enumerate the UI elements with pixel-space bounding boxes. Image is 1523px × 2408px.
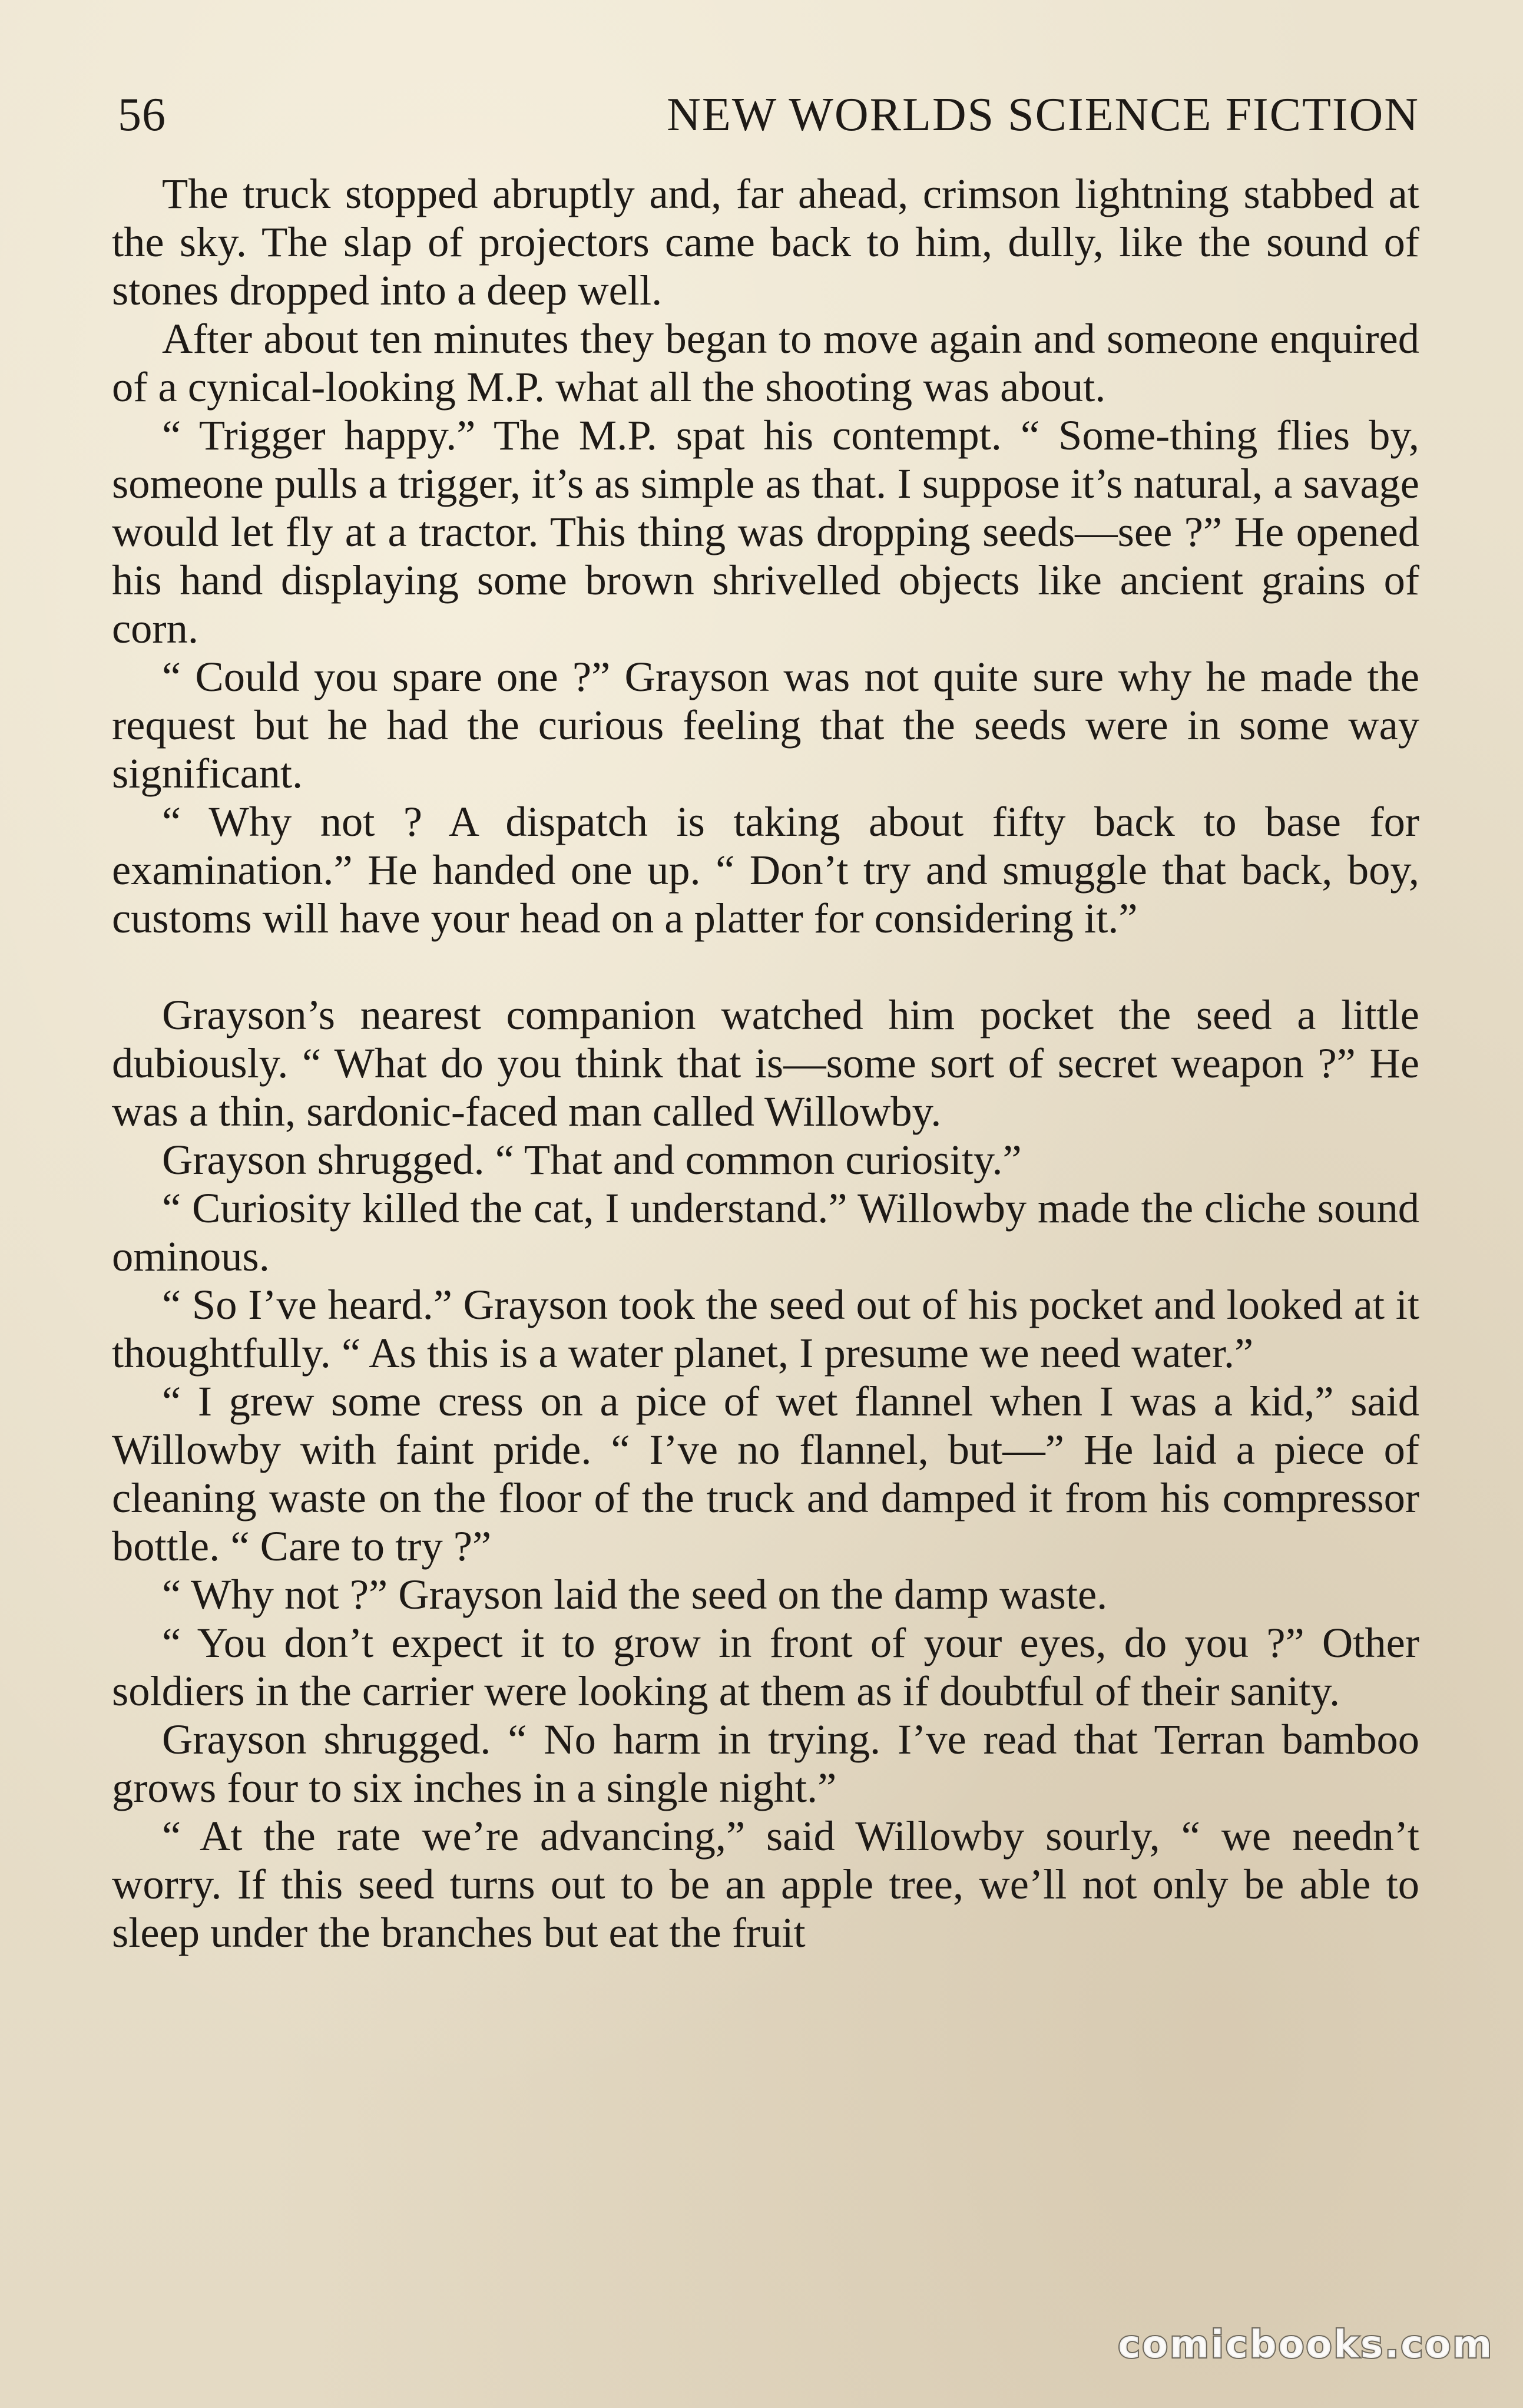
paragraph: The truck stopped abruptly and, far ahead, crimson lightning stabbed at the sky. The slap of projectors came back to him, dully, like the sound of stones dropped into a deep well. (112, 170, 1419, 314)
paragraph: “ Could you spare one ?” Grayson was not quite sure why he made the request but he had the curious feeling that the seeds were in some way significant. (112, 653, 1419, 797)
paragraph: “ Trigger happy.” The M.P. spat his contempt. “ Some-thing flies by, someone pulls a trigger, it’s as simple as that. I suppose it’s natural, a savage would let fly at a tractor. This thing was dropping seeds—see ?” He opened his hand displaying some brown shrivelled objects like ancient grains of corn. (112, 411, 1419, 652)
paragraph: “ You don’t expect it to grow in front of your eyes, do you ?” Other soldiers in the carrier were looking at them as if doubtful of their sanity. (112, 1619, 1419, 1715)
paragraph: “ Curiosity killed the cat, I understand.” Willowby made the cliche sound ominous. (112, 1184, 1419, 1280)
running-head (112, 88, 1419, 153)
paragraph: “ So I’ve heard.” Grayson took the seed out of his pocket and looked at it thoughtfully. “ As this is a water planet, I presume we need water.” (112, 1281, 1419, 1377)
paragraph: “ Why not ?” Grayson laid the seed on the damp waste. (162, 1570, 1108, 1618)
paragraph: After about ten minutes they began to move again and someone enquired of a cynical-looking M.P. what all the shooting was about. (112, 315, 1419, 411)
paragraph: Grayson shrugged. “ That and common curiosity.” (162, 1136, 1022, 1183)
body-text (112, 170, 1419, 1957)
watermark: comicbooks.com (1118, 2323, 1494, 2367)
paragraph: “ At the rate we’re advancing,” said Willowby sourly, “ we needn’t worry. If this seed turns out to be an apple tree, we’ll not only be able to sleep under the branches but eat the fruit (112, 1812, 1419, 1956)
book-page (112, 88, 1419, 1957)
paragraph: “ I grew some cress on a pice of wet flannel when I was a kid,” said Willowby with faint pride. “ I’ve no flannel, but—” He laid a piece of cleaning waste on the floor of the truck and damped it from his compressor bottle. “ Care to try ?” (112, 1377, 1419, 1570)
paragraph: Grayson shrugged. “ No harm in trying. I’ve read that Terran bamboo grows four to six inches in a single night.” (112, 1715, 1419, 1811)
paragraph: “ Why not ? A dispatch is taking about fifty back to base for examination.” He handed one up. “ Don’t try and smuggle that back, boy, customs will have your head on a platter for considering it.” (112, 798, 1419, 942)
page-number: 56 (118, 89, 166, 141)
paragraph: Grayson’s nearest companion watched him pocket the seed a little dubiously. “ What do you think that is—some sort of secret weapon ?” He was a thin, sardonic-faced man called Willowby. (112, 991, 1419, 1135)
journal-title: NEW WORLDS SCIENCE FICTION (667, 89, 1419, 141)
